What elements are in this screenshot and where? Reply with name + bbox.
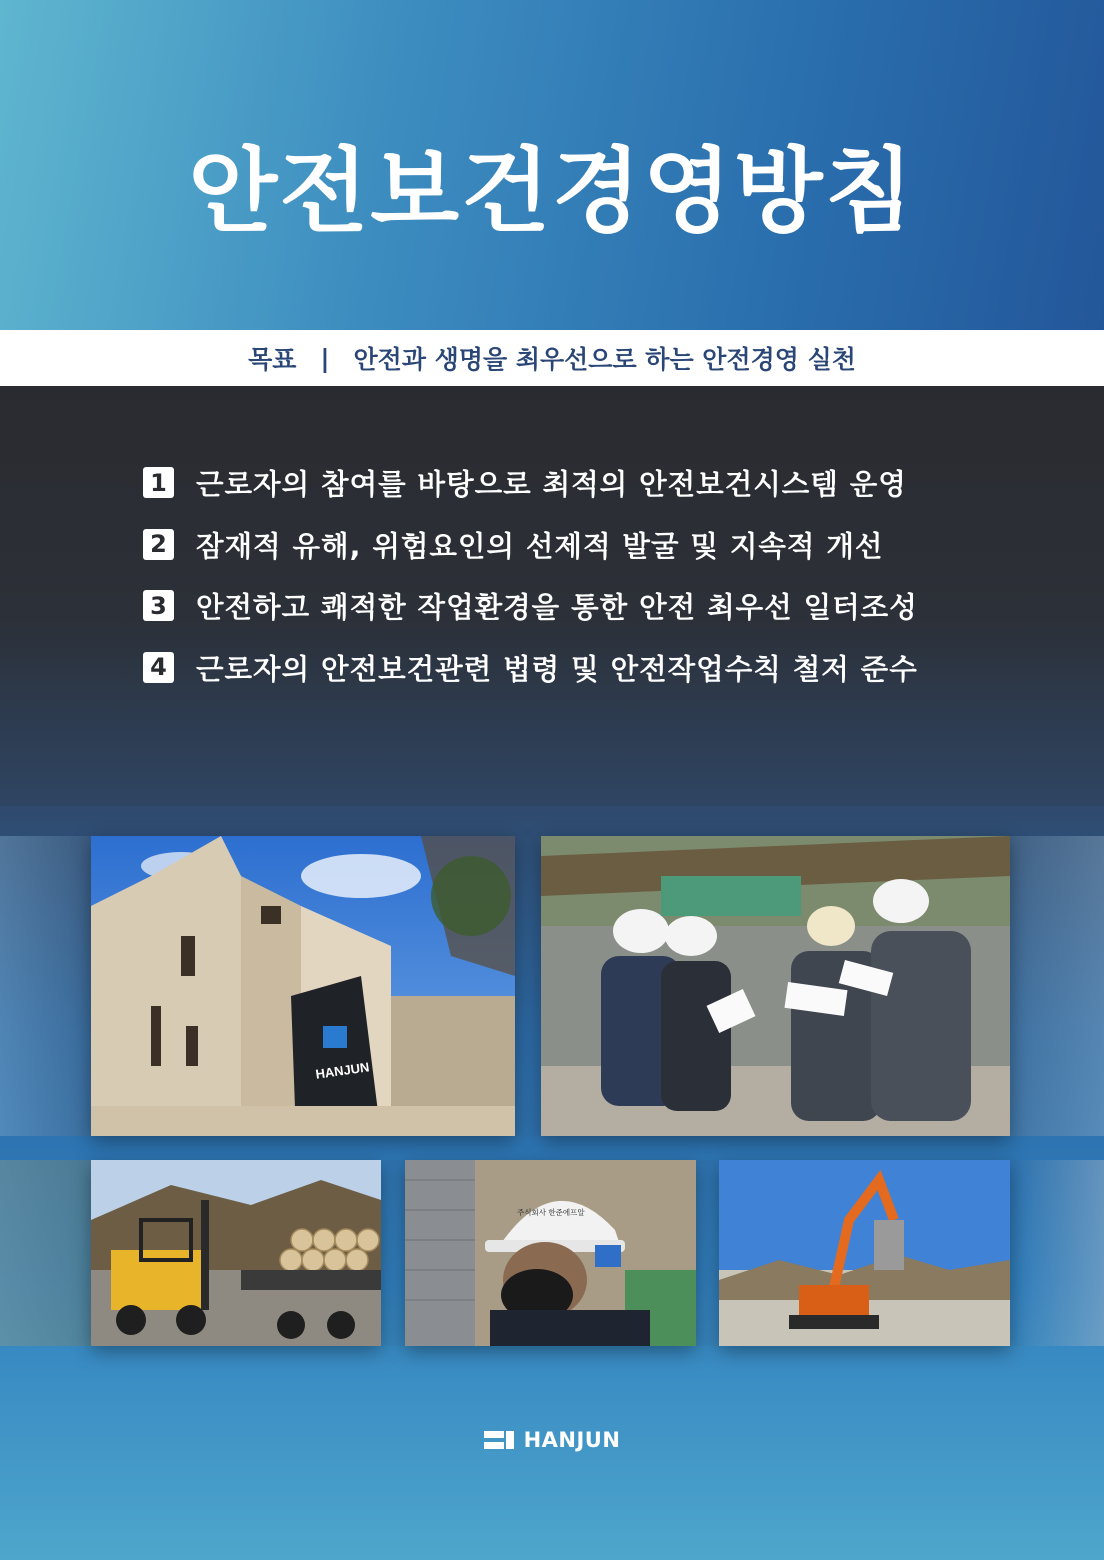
footer-brand: HANJUN xyxy=(523,1428,621,1452)
policy-item-2 xyxy=(143,514,973,576)
workers-photo xyxy=(541,836,1010,1136)
policy-item-4 xyxy=(143,637,973,699)
page-title: 안전보건경영방침 xyxy=(188,138,916,245)
policy-text: 안전하고 쾌적한 작업환경을 통한 안전 최우선 일터조성 xyxy=(196,591,918,625)
helmet-worker-photo xyxy=(405,1160,696,1346)
policy-number-badge: 1 xyxy=(143,467,174,498)
policy-text: 근로자의 안전보건관련 법령 및 안전작업수칙 철저 준수 xyxy=(196,652,918,686)
hanjun-logo-icon xyxy=(484,1429,516,1451)
building-sign-text: HANJUN xyxy=(314,1059,371,1082)
goal-separator: | xyxy=(320,343,330,373)
goal-bar xyxy=(0,330,1104,386)
goal-text: 안전과 생명을 최우선으로 하는 안전경영 실천 xyxy=(353,345,856,374)
policy-text: 잠재적 유해, 위험요인의 선제적 발굴 및 지속적 개선 xyxy=(196,529,884,563)
excavator-photo xyxy=(719,1160,1010,1346)
footer-logo xyxy=(0,1428,1104,1452)
policy-text: 근로자의 참여를 바탕으로 최적의 안전보건시스템 운영 xyxy=(196,468,907,502)
policy-number-badge: 2 xyxy=(143,529,174,560)
policy-number-badge: 3 xyxy=(143,590,174,621)
goal-label: 목표 xyxy=(248,345,297,374)
building-photo xyxy=(91,836,515,1136)
policy-item-3 xyxy=(143,575,973,637)
policy-item-1 xyxy=(143,452,973,514)
helmet-text: 주식회사 한준에프알 xyxy=(517,1208,585,1217)
policy-list xyxy=(143,452,973,698)
policy-number-badge: 4 xyxy=(143,652,174,683)
forklift-photo xyxy=(91,1160,381,1346)
